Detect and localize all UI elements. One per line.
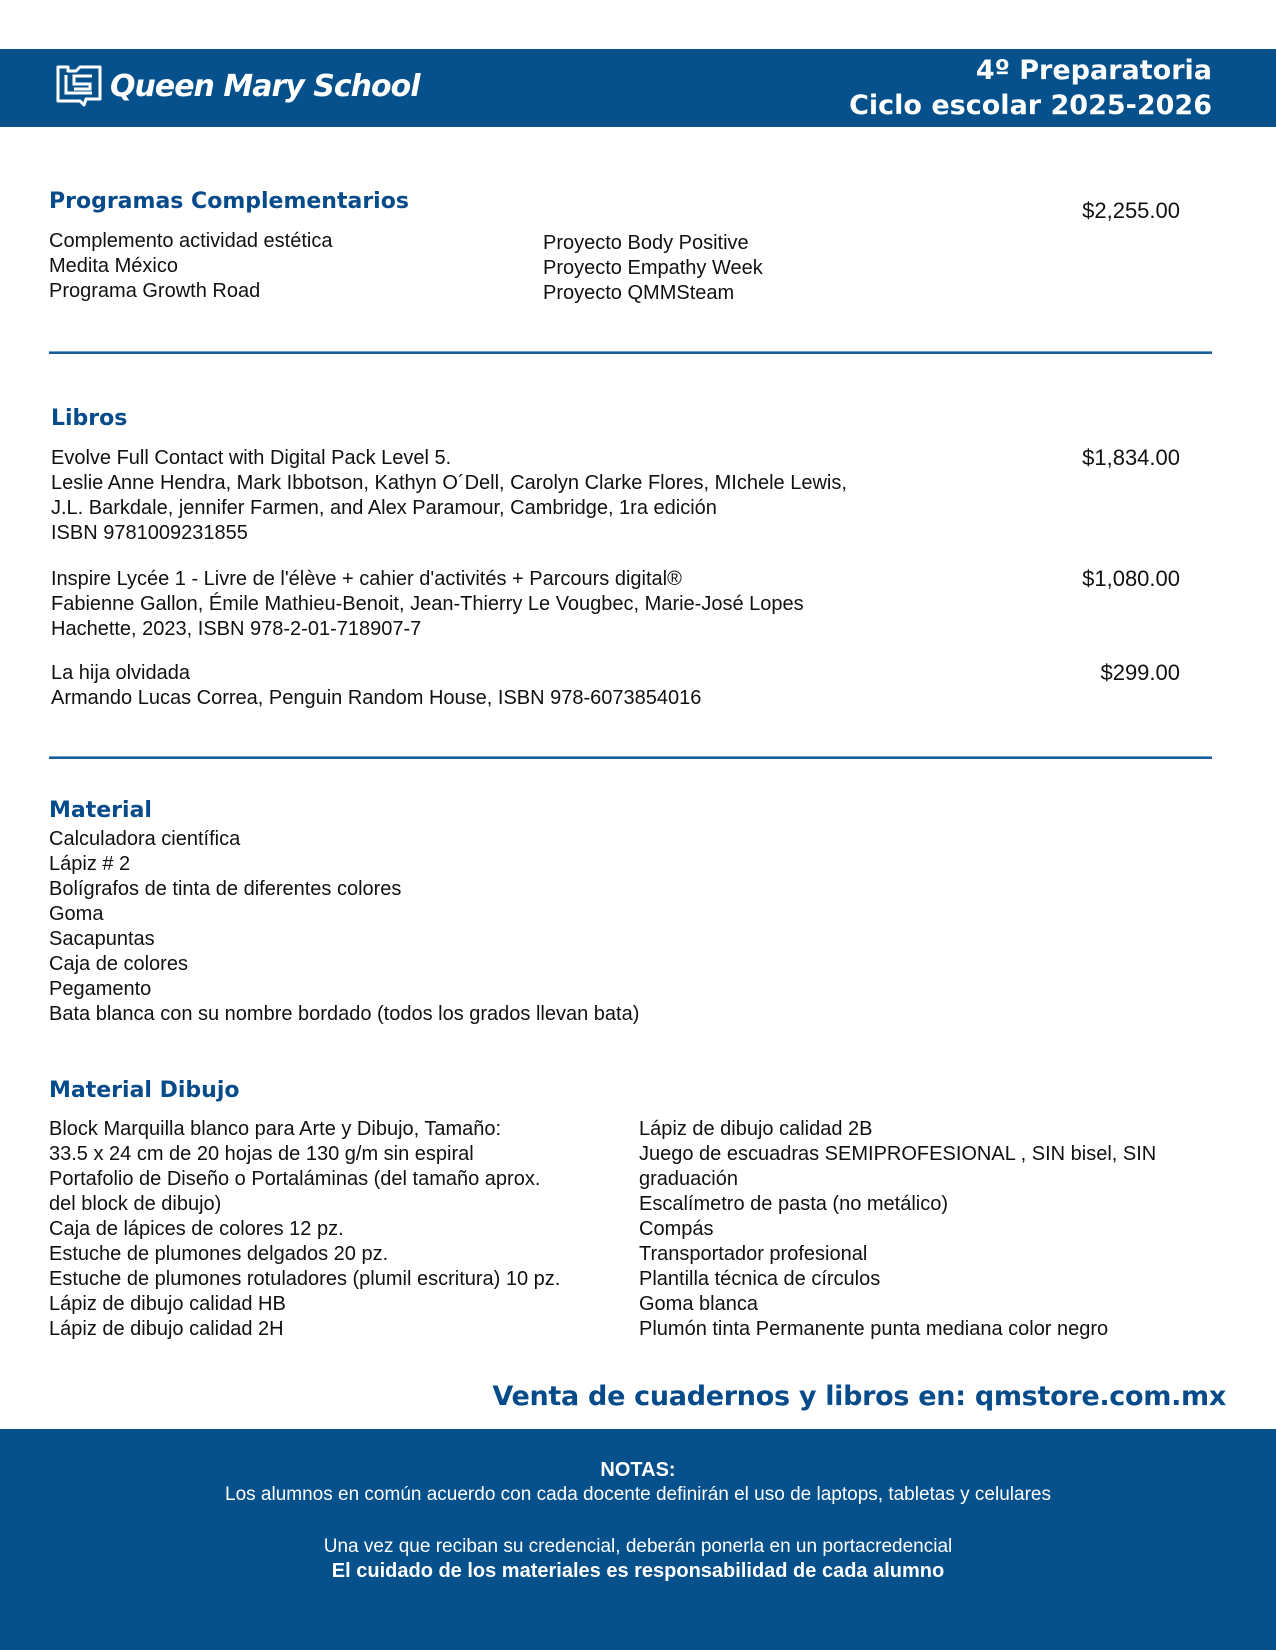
material-dibujo-title: Material Dibujo	[49, 1078, 240, 1103]
list-item: Proyecto Body Positive	[543, 232, 749, 254]
book-title: La hija olvidada	[51, 662, 190, 684]
list-item: del block de dibujo)	[49, 1193, 222, 1215]
list-item: Medita México	[49, 255, 178, 277]
list-item: Bata blanca con su nombre bordado (todos los grados llevan bata)	[49, 1003, 640, 1025]
list-item: Calculadora científica	[49, 828, 241, 850]
note-materials: El cuidado de los materiales es responsabilidad de cada alumno	[331, 1560, 945, 1582]
list-item: Sacapuntas	[49, 928, 155, 950]
material-list	[49, 827, 639, 1027]
list-item: Goma blanca	[639, 1293, 758, 1315]
store-link[interactable]: Venta de cuadernos y libros en: qmstore.com.mx	[492, 1381, 1226, 1412]
list-item: Lápiz de dibujo calidad 2B	[639, 1118, 873, 1140]
programas-price: $2,255.00	[1082, 198, 1180, 223]
book-price: $299.00	[1100, 660, 1180, 685]
material-title: Material	[49, 798, 152, 823]
list-item: Compás	[639, 1218, 714, 1240]
book-isbn: ISBN 9781009231855	[51, 522, 248, 544]
list-item: Lápiz # 2	[49, 853, 131, 875]
header-info	[849, 53, 1212, 123]
school-name: Queen Mary School	[110, 68, 420, 104]
book-entry	[51, 661, 701, 711]
school-logo	[54, 63, 420, 109]
book-publisher: J.L. Barkdale, jennifer Farmen, and Alex Paramour, Cambridge, 1ra edición	[51, 497, 717, 519]
list-item: Caja de colores	[49, 953, 188, 975]
book-authors: Armando Lucas Correa, Penguin Random House, ISBN 978-6073854016	[51, 687, 702, 709]
list-item: Complemento actividad estética	[49, 230, 333, 252]
section-divider	[49, 351, 1212, 354]
list-item: Proyecto QMMSteam	[543, 282, 735, 304]
list-item: Escalímetro de pasta (no metálico)	[639, 1193, 949, 1215]
notes-title: NOTAS:	[600, 1459, 676, 1481]
book-logo-icon	[54, 63, 104, 109]
list-item: Juego de escuadras SEMIPROFESIONAL , SIN bisel, SIN	[639, 1143, 1157, 1165]
grade-label: 4º Preparatoria	[975, 55, 1212, 86]
book-price: $1,080.00	[1082, 566, 1180, 591]
header-banner	[0, 49, 1276, 127]
book-entry	[51, 446, 847, 546]
list-item: Transportador profesional	[639, 1243, 868, 1265]
programas-right-list	[543, 231, 763, 306]
list-item: Portafolio de Diseño o Portaláminas (del tamaño aprox.	[49, 1168, 541, 1190]
book-price: $1,834.00	[1082, 445, 1180, 470]
book-publisher: Hachette, 2023, ISBN 978-2-01-718907-7	[51, 618, 422, 640]
programas-title: Programas Complementarios	[49, 189, 409, 214]
libros-title: Libros	[51, 406, 128, 431]
book-entry	[51, 567, 804, 642]
list-item: Plantilla técnica de círculos	[639, 1268, 881, 1290]
list-item: Caja de lápices de colores 12 pz.	[49, 1218, 344, 1240]
list-item: Estuche de plumones delgados 20 pz.	[49, 1243, 389, 1265]
list-item: Lápiz de dibujo calidad HB	[49, 1293, 286, 1315]
notes-footer	[0, 1429, 1276, 1650]
list-item: 33.5 x 24 cm de 20 hojas de 130 g/m sin espiral	[49, 1143, 474, 1165]
book-authors: Leslie Anne Hendra, Mark Ibbotson, Kathyn O´Dell, Carolyn Clarke Flores, MIchele Lewis,	[51, 472, 847, 494]
note-credential: Una vez que reciban su credencial, deberán ponerla en un portacredencial	[323, 1536, 953, 1557]
list-item: Block Marquilla blanco para Arte y Dibujo, Tamaño:	[49, 1118, 502, 1140]
list-item: Estuche de plumones rotuladores (plumil escritura) 10 pz.	[49, 1268, 561, 1290]
book-authors: Fabienne Gallon, Émile Mathieu-Benoit, Jean-Thierry Le Vougbec, Marie-José Lopes	[51, 593, 804, 615]
material-dibujo-left-list	[49, 1117, 560, 1342]
school-year-label: Ciclo escolar 2025-2026	[849, 90, 1212, 121]
material-dibujo-right-list	[639, 1117, 1156, 1342]
list-item: Pegamento	[49, 978, 152, 1000]
book-title: Inspire Lycée 1 - Livre de l'élève + cahier d'activités + Parcours digital®	[51, 568, 682, 590]
list-item: Goma	[49, 903, 104, 925]
list-item: Lápiz de dibujo calidad 2H	[49, 1318, 284, 1340]
note-devices: Los alumnos en común acuerdo con cada docente definirán el uso de laptops, tabletas y celulares	[225, 1484, 1051, 1505]
list-item: Plumón tinta Permanente punta mediana color negro	[639, 1318, 1109, 1340]
list-item: Bolígrafos de tinta de diferentes colores	[49, 878, 402, 900]
section-divider	[49, 756, 1212, 759]
list-item: Proyecto Empathy Week	[543, 257, 763, 279]
programas-left-list	[49, 229, 332, 304]
book-title: Evolve Full Contact with Digital Pack Level 5.	[51, 447, 452, 469]
list-item: graduación	[639, 1168, 738, 1190]
list-item: Programa Growth Road	[49, 280, 261, 302]
